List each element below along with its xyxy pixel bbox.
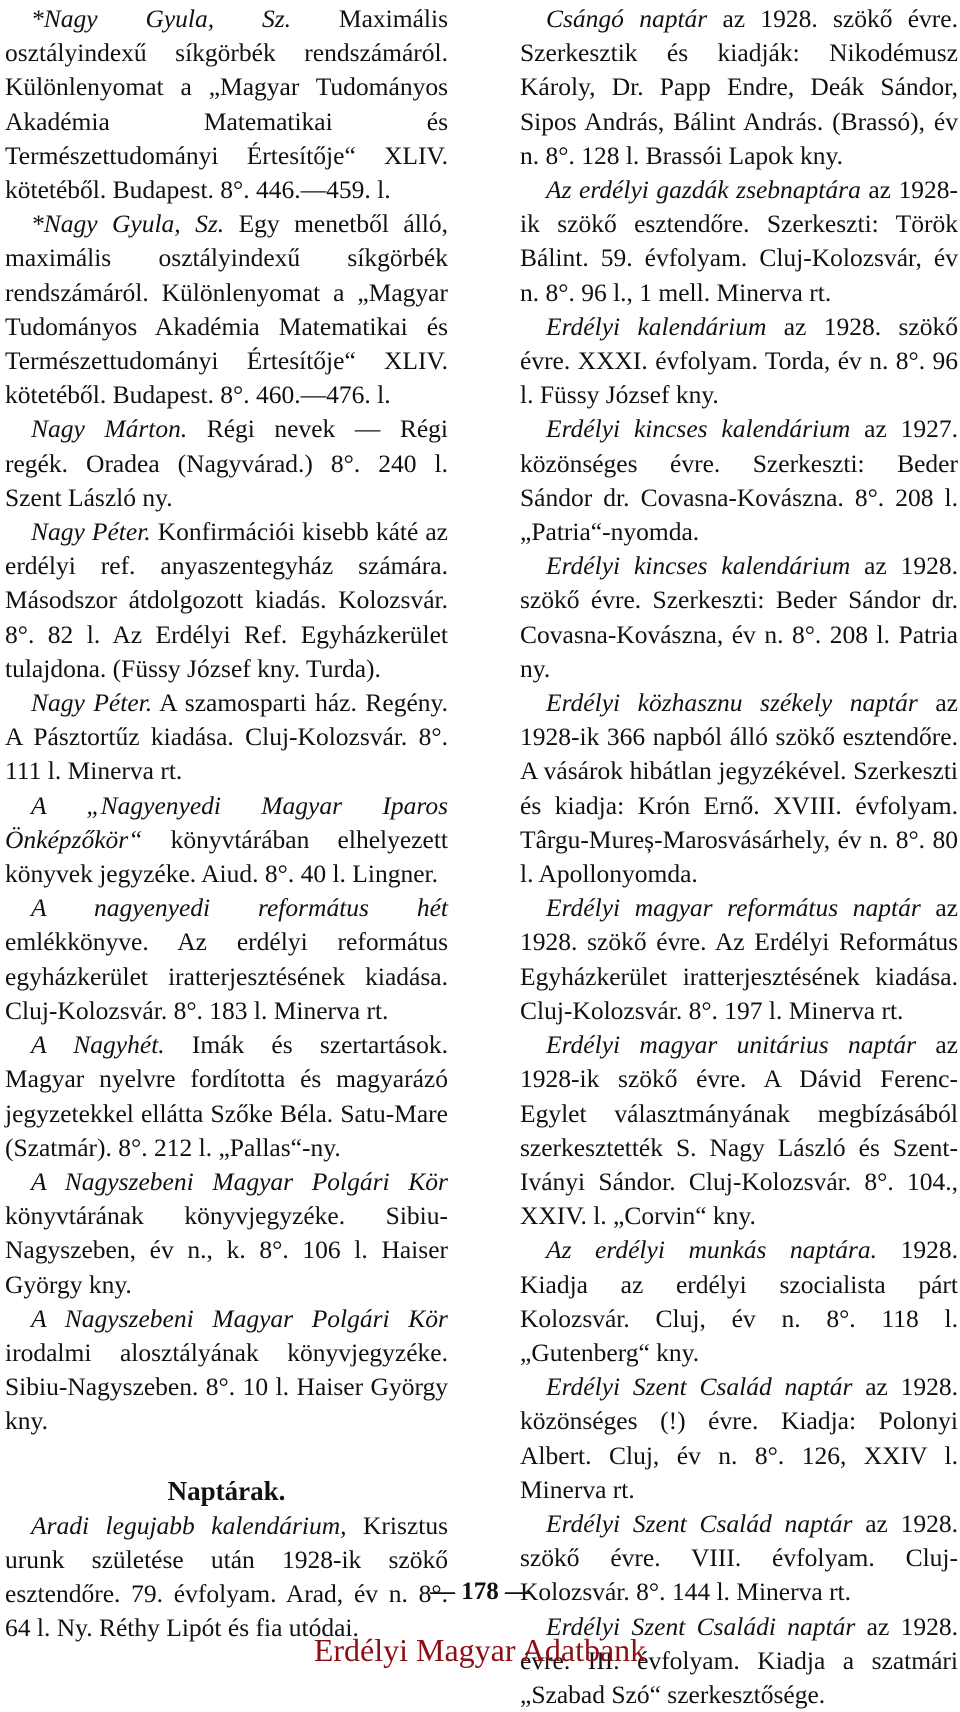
entry-text: az 1928. közönséges (!) évre. Kiadja: Polonyi Albert. Cluj, év n. 8°. 126, XXIV l. Minerva rt. [520, 1372, 959, 1504]
bibliography-entry [5, 2, 448, 207]
bibliography-entry [5, 207, 448, 412]
entry-title: Nagy Márton. [31, 414, 188, 444]
bibliography-entry [520, 1028, 958, 1233]
entry-text: az 1928. szökő évre. Szerkesztik és kiadják: Nikodémusz Károly, Dr. Papp Endre, Deák Sándor, Sipos András, Bálint András. (Brassó), év n. 8°. 128 l. Brassói Lapok kny. [520, 4, 958, 170]
bibliography-entry [5, 515, 448, 686]
entry-text: az 1928-ik 366 napból álló szökő esztendőre. A vásárok hibátlan jegyzékével. Szerkeszti és kiadja: Krón Ernő. XVIII. évfolyam. Târgu-Mureș-Marosvásárhely, év n. 8°. 80 l. Apollonyomda. [520, 688, 958, 889]
bibliography-entry [520, 310, 958, 413]
entry-title: Erdélyi közhasznu székely naptár [546, 688, 918, 718]
entry-title: A Nagyhét. [31, 1030, 165, 1060]
bibliography-entry [520, 1370, 958, 1507]
entry-text: könyvtárában elhelyezett könyvek jegyzéke. Aiud. 8°. 40 l. Lingner. [5, 824, 448, 889]
bibliography-entry [5, 686, 448, 789]
entry-title: Erdélyi Szent Családi naptár [546, 1611, 856, 1641]
bibliography-entry [5, 789, 448, 892]
footer-source: Erdélyi Magyar Adatbank [313, 1632, 647, 1668]
entry-title: Az erdélyi munkás naptára. [546, 1235, 878, 1265]
entry-title: Aradi legujabb kalendárium, [31, 1510, 347, 1540]
entry-title: Erdélyi kalendárium [546, 311, 767, 341]
bibliography-entry [520, 412, 958, 549]
entry-title: A nagyenyedi református hét [31, 893, 448, 923]
bibliography-entry [520, 549, 958, 686]
entry-text: az 1928-ik szökő évre. A Dávid Ferenc-Egylet választmányának megbízásából szerkesztették S. Nagy László és Szent-Iványi Sándor. Cluj-Kolozsvár. 8°. 104., XXIV. l. „Corvin“ kny. [520, 1030, 958, 1231]
left-entries-after [5, 1509, 448, 1646]
right-column [520, 2, 958, 1712]
entry-text: Régi nevek — Régi regék. Oradea (Nagyvárad.) 8°. 240 l. Szent László ny. [5, 414, 448, 512]
entry-text: az 1927. közönséges évre. Szerkeszti: Beder Sándor dr. Covasna-Kovászna. 8°. 208 l. „Patria“-nyomda. [520, 414, 958, 547]
entry-text: az 1928. szökő évre. Az Erdélyi Református Egyházkerület iratterjesztésének kiadása. Cluj-Kolozsvár. 8°. 197 l. Minerva rt. [520, 893, 958, 1025]
entry-text: Imák és szertartások. Magyar nyelvre fordította és magyarázó jegyzetekkel ellátta Szőke Béla. Satu-Mare (Szatmár). 8°. 212 l. „Pallas“-ny. [5, 1030, 448, 1162]
entry-title: *Nagy Gyula, Sz. [31, 209, 225, 239]
entry-title: A „Nagyenyedi Magyar Iparos Önképzőkör“ [5, 790, 448, 854]
bibliography-entry [520, 173, 958, 310]
entry-text: Krisztus urunk születése után 1928-ik szökő esztendőre. 79. évfolyam. Arad, év n. 8°. 64 l. Ny. Réthy Lipót és fia utódai. [5, 1510, 448, 1643]
bibliography-entry [520, 686, 958, 891]
entry-text: 1928. Kiadja az erdélyi szocialista párt Kolozsvár. Cluj, év n. 8°. 118 l. „Gutenberg“ kny. [520, 1235, 958, 1367]
entry-title: A Nagyszebeni Magyar Polgári Kör [31, 1166, 448, 1196]
entry-title: Erdélyi Szent Család naptár [546, 1508, 853, 1538]
bibliography-entry [5, 891, 448, 1028]
bibliography-entry [5, 412, 448, 515]
entry-text: A szamosparti ház. Regény. A Pásztortűz kiadása. Cluj-Kolozsvár. 8°. 111 l. Minerva rt. [5, 688, 448, 786]
entry-text: emlékkönyve. Az erdélyi református egyházkerület iratterjesztésének kiadása. Cluj-Kolozsvár. 8°. 183 l. Minerva rt. [5, 927, 448, 1025]
bibliography-entry [5, 1165, 448, 1302]
entry-text: az 1928. szökő évre. VIII. évfolyam. Cluj-Kolozsvár. 8°. 144 l. Minerva rt. [520, 1508, 959, 1607]
entry-title: *Nagy Gyula, Sz. [31, 4, 292, 33]
entry-text: az 1928-ik szökő esztendőre. Szerkeszti: Török Bálint. 59. évfolyam. Cluj-Kolozsvár, év n. 8°. 96 l., 1 mell. Minerva rt. [520, 175, 958, 307]
entry-text: irodalmi alosztályának könyvjegyzéke. Sibiu-Nagyszeben. 8°. 10 l. Haiser György kny. [5, 1337, 448, 1436]
entry-title: Erdélyi magyar református naptár [546, 893, 921, 923]
page-number: — 178 — [430, 1578, 530, 1605]
entry-text: Egy menetből álló, maximális osztályindexű síkgörbék rendszámáról. Különlenyomat a „Magyar Tudományos Akadémia Matematikai és Természettudományi Értesítője“ XLIV. kötetéből. Budapest. 8°. 460.—476. l. [5, 209, 448, 410]
bibliography-entry [5, 1028, 448, 1165]
entry-title: Nagy Péter. [31, 688, 153, 718]
entry-text: az 1928. szökő évre. XXXI. évfolyam. Torda, év n. 8°. 96 l. Füssy József kny. [520, 311, 958, 410]
bibliography-entry [520, 2, 958, 173]
bibliography-entry [5, 1509, 448, 1646]
entry-title: Erdélyi magyar unitárius naptár [546, 1030, 917, 1060]
entry-title: Erdélyi kincses kalendárium [546, 551, 851, 581]
right-entries [520, 2, 958, 1712]
entry-title: A Nagyszebeni Magyar Polgári Kör [31, 1303, 448, 1333]
section-heading: Naptárak. [167, 1475, 286, 1506]
entry-title: Csángó naptár [546, 4, 708, 33]
entry-title: Nagy Péter. [31, 517, 151, 547]
entry-text: az 1928. évre. III. évfolyam. Kiadja a szatmári „Szabad Szó“ szerkesztősége. [520, 1611, 958, 1709]
left-column [5, 2, 448, 1645]
entry-text: Konfirmációi kisebb káté az erdélyi ref. anyaszentegyház számára. Másodszor átdolgozott kiadás. Kolozsvár. 8°. 82 l. Az Erdélyi Ref. Egyházkerület tulajdona. (Füssy József kny. Turda). [5, 517, 448, 683]
entry-text: Maximális osztályindexű síkgörbék rendszámáról. Különlenyomat a „Magyar Tudományos Akadémia Matematikai és Természettudományi Értesítője“ XLIV. kötetéből. Budapest. 8°. 446.—459. l. [5, 4, 448, 205]
entry-text: könyvtárának könyvjegyzéke. Sibiu-Nagyszeben, év n., k. 8°. 106 l. Haiser György kny. [5, 1201, 448, 1299]
bibliography-entry [520, 891, 958, 1028]
bibliography-entry [520, 1233, 958, 1370]
entry-text: az 1928. szökő évre. Szerkeszti: Beder Sándor dr. Covasna-Kovászna, év n. 8°. 208 l. Patria ny. [520, 551, 958, 683]
entry-title: Erdélyi kincses kalendárium [546, 414, 851, 444]
bibliography-entry [5, 1302, 448, 1439]
entry-title: Az erdélyi gazdák zsebnaptára [546, 175, 861, 205]
entry-title: Erdélyi Szent Család naptár [546, 1372, 853, 1402]
left-entries [5, 2, 448, 1439]
